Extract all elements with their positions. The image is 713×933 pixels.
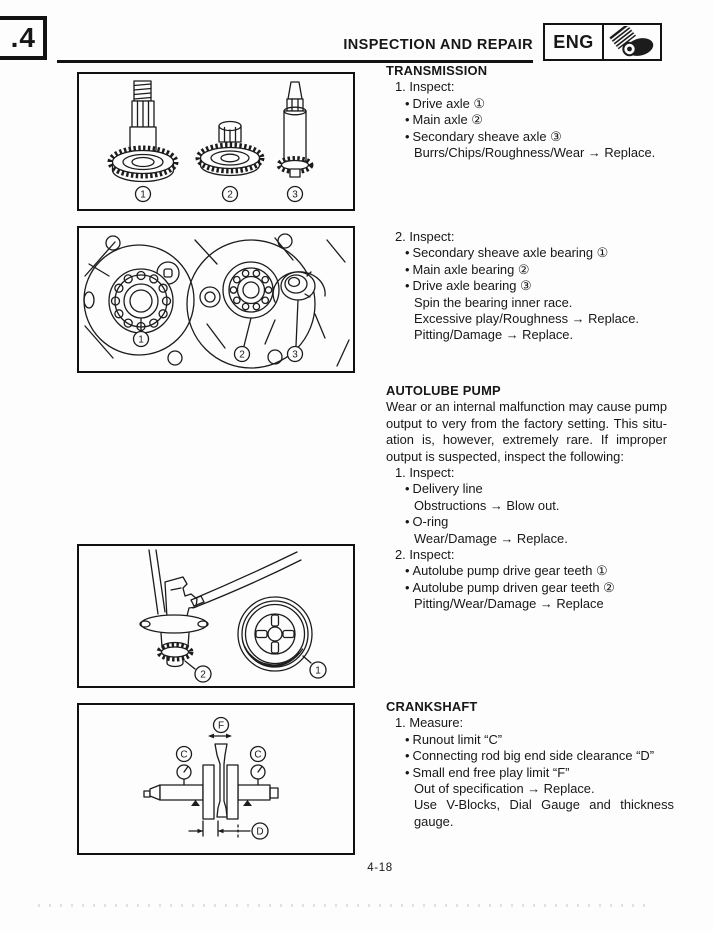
- secondary-sheave-axle-drawing: [279, 82, 311, 202]
- chapter-tab-label: .4: [10, 22, 36, 53]
- freeplay-label-F: [208, 718, 232, 739]
- callout-1: 1: [315, 665, 321, 677]
- list-item: • Main axle bearing ②: [405, 261, 530, 277]
- callout-2: 2: [227, 189, 233, 201]
- list-item: • Runout limit “C”: [405, 731, 503, 747]
- callout-3: 3: [292, 349, 298, 361]
- section-transmission: [386, 63, 674, 161]
- step-label: 2. Inspect:: [395, 229, 455, 244]
- list-item: • Secondary sheave axle ③: [405, 128, 562, 144]
- inspection-note: Use V-Blocks, Dial Gauge and thickness: [414, 797, 674, 813]
- intro-line: ation is, however, extremely rare. If improper: [386, 432, 667, 448]
- section-crankshaft: [386, 699, 674, 830]
- section-title: AUTOLUBE PUMP: [386, 383, 501, 398]
- list-item: • Connecting rod big end side clearance “D”: [405, 748, 654, 764]
- main-axle-bearing-drawing: [223, 262, 279, 362]
- section-transmission-step2: [386, 229, 674, 344]
- connecting-rod: [215, 744, 227, 817]
- inspection-note: gauge.: [414, 813, 454, 829]
- callout-2: 2: [239, 349, 245, 361]
- inspection-note: Excessive play/Roughness → Replace.: [414, 311, 639, 327]
- secondary-sheave-axle-bearing-drawing: [109, 269, 173, 347]
- callout-1: 1: [138, 334, 144, 346]
- section-title: CRANKSHAFT: [386, 699, 478, 714]
- list-item: • Drive axle bearing ③: [405, 278, 532, 294]
- intro-line: Wear or an internal malfunction may cause pump: [386, 399, 667, 415]
- list-item: • O-ring: [405, 514, 449, 530]
- callout-3: 3: [292, 189, 298, 201]
- engine-icon: [604, 25, 660, 59]
- list-item: • Delivery line: [405, 481, 483, 497]
- svg-text:C: C: [254, 749, 262, 761]
- dial-gauge-right: [251, 747, 266, 786]
- list-item: • Autolube pump drive gear teeth ①: [405, 563, 608, 579]
- main-axle-drawing: [198, 122, 262, 202]
- callout-1: 1: [140, 189, 146, 201]
- list-item: • Drive axle ①: [405, 95, 485, 111]
- intro-line: output is suspected, inspect the following:: [386, 448, 624, 464]
- figure-autolube-pump: [77, 544, 355, 688]
- figure-crankshaft-measurement: [77, 703, 355, 855]
- scan-artifact: [38, 904, 648, 907]
- step-label: 1. Inspect:: [395, 465, 455, 481]
- svg-text:D: D: [256, 826, 264, 838]
- inspection-note: Spin the bearing inner race.: [414, 294, 573, 310]
- step-label: 2. Inspect:: [395, 547, 455, 563]
- inspection-note: Wear/Damage → Replace.: [414, 530, 568, 546]
- section-title: TRANSMISSION: [386, 63, 488, 78]
- callout-2: 2: [200, 669, 206, 681]
- page-title: INSPECTION AND REPAIR: [343, 37, 533, 53]
- inspection-result: Burrs/Chips/Roughness/Wear → Replace.: [414, 145, 656, 161]
- list-item: • Secondary sheave axle bearing ①: [405, 245, 609, 261]
- intro-line: output to very from the factory setting. This situ-: [386, 415, 667, 431]
- dial-gauge-left: [177, 747, 192, 786]
- figure-transmission-axles: [77, 72, 355, 211]
- section-autolube-pump: [386, 383, 674, 613]
- list-item: • Autolube pump driven gear teeth ②: [405, 579, 615, 595]
- page-number: 4-18: [367, 862, 393, 874]
- flywheel-web-left: [203, 765, 214, 819]
- figure-crankcase-bearings: [77, 226, 355, 373]
- step-label: 1. Measure:: [395, 715, 464, 731]
- clearance-dimension-D: [189, 821, 268, 839]
- badge-label: ENG: [545, 25, 604, 59]
- list-item: • Small end free play limit “F”: [405, 764, 570, 780]
- inspection-note: Pitting/Damage → Replace.: [414, 327, 574, 343]
- step-label: 1. Inspect:: [395, 79, 455, 95]
- inspection-note: Obstructions → Blow out.: [414, 497, 560, 513]
- inspection-note: Pitting/Wear/Damage → Replace: [414, 596, 604, 612]
- drive-axle-bearing-drawing: [273, 272, 325, 362]
- flywheel-web-right: [227, 765, 238, 819]
- svg-text:C: C: [180, 749, 188, 761]
- inspection-note: Out of specification → Replace.: [414, 781, 595, 797]
- chapter-tab: [0, 16, 47, 60]
- drive-axle-drawing: [110, 81, 176, 202]
- svg-text:F: F: [217, 720, 225, 732]
- section-badge: [543, 23, 662, 61]
- list-item: • Main axle ②: [405, 112, 483, 128]
- pump-drive-gear-drawing: [238, 597, 326, 678]
